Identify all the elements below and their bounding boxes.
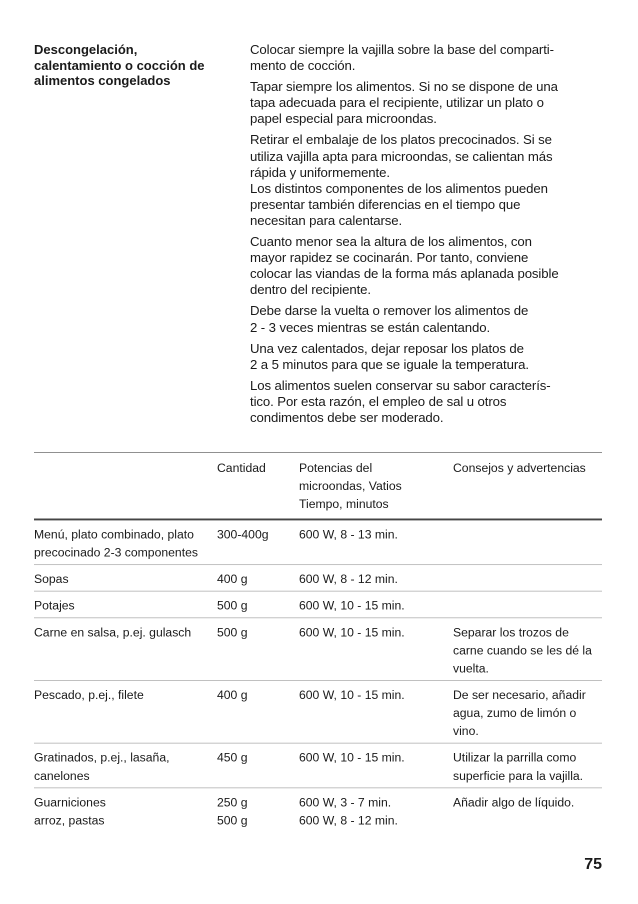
food-cell [34,618,217,681]
power-time-cell [299,618,453,681]
cell-text: 300-400g [217,528,269,542]
header-text: Potencias del [299,461,373,475]
cell-text: 600 W, 10 - 15 min. [299,625,405,640]
paragraph-line: presentar también diferencias en el tiempo que [250,196,521,212]
paragraph [250,79,600,127]
cell-text: De ser necesario, añadir [453,688,586,702]
cell-text: 600 W, 8 - 12 min. [299,813,398,828]
header-text: Cantidad [217,461,266,475]
cell-text: Utilizar la parrilla como [453,751,577,765]
power-time-cell [299,565,453,592]
paragraph-line: mayor rapidez se cocinarán. Por tanto, conviene [250,250,529,266]
paragraph-line: Una vez calentados, dejar reposar los platos de [250,340,524,356]
paragraph-line: papel especial para microondas. [250,111,437,127]
food-cell [34,744,217,789]
advice-cell [453,681,602,744]
cell-text: agua, zumo de limón o [453,706,577,720]
cell-text: canelones [34,769,90,783]
table-row [34,520,602,565]
page-number: 75 [584,856,602,873]
advice-cell [453,744,602,789]
paragraph [250,132,600,229]
paragraph-line: Tapar siempre los alimentos. Si no se dispone de una [250,79,558,95]
paragraph-line: tico. Por esta razón, el empleo de sal u otros [250,393,507,409]
paragraph-line: utiliza vajilla apta para microondas, se calientan más [250,148,553,164]
paragraph-line: necesitan para calentarse. [250,212,403,228]
paragraph [250,378,600,426]
paragraph [250,42,600,74]
paragraph-line: Retirar el embalaje de los platos precocinados. Si se [250,132,552,148]
header-cell [299,453,453,519]
cell-text: 600 W, 8 - 13 min. [299,528,398,542]
quantity-cell [217,592,299,619]
cell-text: 400 g [217,572,248,586]
advice-cell [453,618,602,681]
advice-cell [453,520,602,565]
cell-text: Carne en salsa, p.ej. gulasch [34,625,192,640]
cell-text: Gratinados, p.ej., lasaña, [34,751,170,765]
food-cell [34,520,217,565]
section-title [34,42,234,89]
cell-text: arroz, pastas [34,813,105,828]
cell-text: carne cuando se les dé la [453,643,592,658]
paragraph-line: dentro del recipiente. [250,282,371,298]
paragraph [250,303,600,335]
instructions-text [250,42,600,431]
advice-cell [453,788,602,833]
cell-text: vino. [453,724,479,738]
section-title-line: Descongelación, [34,42,138,57]
table-row [34,592,602,619]
paragraph-line: Cuanto menor sea la altura de los alimentos, con [250,234,532,250]
table-row [34,618,602,681]
quantity-cell [217,788,299,833]
quantity-cell [217,618,299,681]
quantity-cell [217,744,299,789]
cell-text: 600 W, 10 - 15 min. [299,599,405,613]
cell-text: Menú, plato combinado, plato [34,528,194,542]
header-text: Consejos y advertencias [453,461,586,475]
cell-text: Sopas [34,572,69,586]
paragraph-line: 2 a 5 minutos para que se iguale la temperatura. [250,356,529,372]
paragraph-line: condimentos debe ser moderado. [250,409,444,425]
quantity-cell [217,681,299,744]
table-row [34,744,602,789]
cell-text: 500 g [217,599,248,613]
power-time-cell [299,788,453,833]
cell-text: precocinado 2-3 componentes [34,546,198,560]
cell-text: 500 g [217,813,248,828]
cell-text: 500 g [217,625,248,640]
cell-text: 600 W, 8 - 12 min. [299,572,398,586]
power-time-cell [299,520,453,565]
food-cell [34,565,217,592]
section-title-line: calentamiento o cocción de [34,57,205,73]
advice-cell [453,565,602,592]
cell-text: Añadir algo de líquido. [453,795,575,810]
paragraph-line: mento de cocción. [250,58,356,74]
header-text: microondas, Vatios [299,479,402,493]
paragraph-line: colocar las viandas de la forma más aplanada posible [250,266,559,282]
paragraph-line: Colocar siempre la vajilla sobre la base del comparti- [250,42,554,57]
header-cell [217,453,299,519]
cell-text: 600 W, 3 - 7 min. [299,795,392,810]
paragraph-line: Los alimentos suelen conservar su sabor caracterís- [250,377,551,393]
cell-text: Pescado, p.ej., filete [34,688,144,702]
paragraph [250,341,600,373]
food-cell [34,788,217,833]
paragraph-line: Debe darse la vuelta o remover los alimentos de [250,303,529,319]
cell-text: 600 W, 10 - 15 min. [299,688,405,702]
food-cell [34,592,217,619]
header-cell [453,453,602,519]
cell-text: 250 g [217,795,248,810]
section-title-line: alimentos congelados [34,73,171,88]
header-cell [34,453,217,519]
power-time-cell [299,744,453,789]
cell-text: 450 g [217,751,248,765]
table-header-row [34,453,602,520]
heating-table [34,452,602,833]
cell-text: Guarniciones [34,795,106,810]
quantity-cell [217,520,299,565]
quantity-cell [217,565,299,592]
table-row [34,681,602,744]
paragraph-line: Los distintos componentes de los alimentos pueden [250,180,548,196]
cell-text: 600 W, 10 - 15 min. [299,751,405,765]
header-text: Tiempo, minutos [299,497,389,511]
cell-text: Separar los trozos de [453,625,569,640]
food-cell [34,681,217,744]
advice-cell [453,592,602,619]
paragraph [250,234,600,298]
cell-text: superficie para la vajilla. [453,769,584,783]
cell-text: 400 g [217,688,248,702]
cell-text: vuelta. [453,661,489,676]
power-time-cell [299,592,453,619]
cell-text: Potajes [34,599,75,613]
table-row [34,565,602,592]
paragraph-line: tapa adecuada para el recipiente, utilizar un plato o [250,95,544,111]
table-row [34,788,602,833]
paragraph-line: rápida y uniformemente. [250,164,390,180]
paragraph-line: 2 - 3 veces mientras se están calentando. [250,319,491,335]
power-time-cell [299,681,453,744]
